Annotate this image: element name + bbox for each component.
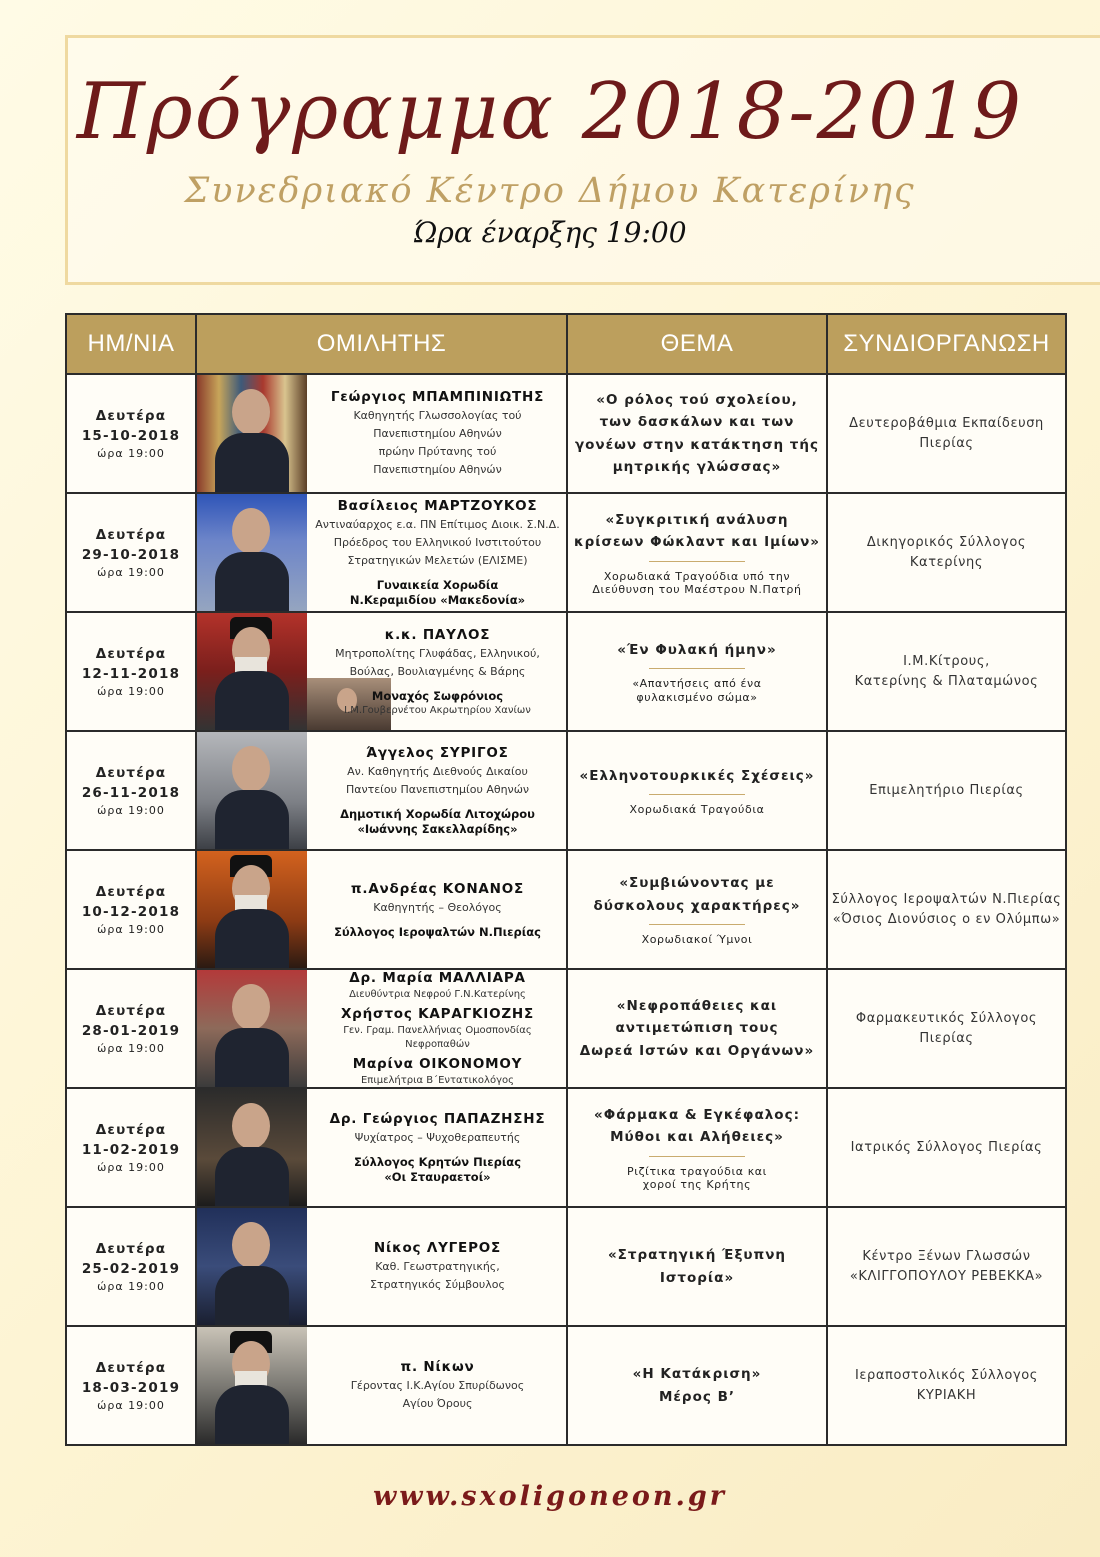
topic-subtitle-line: Χορωδιακά Τραγούδια υπό την — [603, 569, 791, 583]
choir-line: Σύλλογος Κρητών Πιερίας — [353, 1155, 522, 1169]
topic-title-line: κρίσεων Φώκλαντ και Ιμίων» — [574, 534, 820, 550]
topic-cell — [567, 374, 827, 493]
topic-title-line: Μύθοι και Αλήθειες» — [610, 1129, 784, 1145]
speaker-text — [315, 1327, 560, 1444]
topic-cell — [567, 493, 827, 612]
table-row — [66, 1207, 1066, 1326]
event-date: 10-12-2018 — [81, 903, 181, 920]
speaker-name: κ.κ. ΠΑΥΛΟΣ — [384, 626, 491, 643]
speaker-cell — [196, 1088, 567, 1207]
speaker-role-line: Παντείου Πανεπιστημίου Αθηνών — [345, 783, 530, 796]
topic-divider — [649, 924, 745, 925]
coorganizer-cell — [827, 493, 1066, 612]
coorganizer-line: Κέντρο Ξένων Γλωσσών — [862, 1248, 1031, 1264]
table-row — [66, 493, 1066, 612]
event-day: Δευτέρα — [95, 764, 167, 781]
event-day: Δευτέρα — [95, 1359, 167, 1376]
choir-line: Ν.Κεραμιδίου «Μακεδονία» — [349, 593, 526, 607]
event-date: 29-10-2018 — [81, 546, 181, 563]
topic-title-line: «Η Κατάκριση» — [632, 1366, 762, 1382]
event-date: 11-02-2019 — [81, 1141, 181, 1158]
photo-head-shape — [232, 746, 270, 792]
table-row — [66, 731, 1066, 850]
coorganizer-cell — [827, 850, 1066, 969]
event-date: 15-10-2018 — [81, 427, 181, 444]
choir-line: «Ιωάννης Σακελλαρίδης» — [357, 822, 518, 836]
topic-divider — [649, 561, 745, 562]
event-time: ώρα 19:00 — [97, 446, 165, 460]
speaker-text — [315, 494, 560, 611]
speaker-photo — [197, 494, 307, 611]
table-row — [66, 850, 1066, 969]
topic-subtitle-line: «Απαντήσεις από ένα — [632, 677, 762, 691]
schedule-body — [66, 374, 1066, 1445]
speaker-photo — [197, 613, 307, 730]
photo-body-shape — [215, 1266, 289, 1325]
speaker-role-line: Αντιναύαρχος ε.α. ΠΝ Επίτιμος Διοικ. Σ.Ν.Δ. — [315, 518, 560, 531]
speaker-text — [315, 851, 560, 968]
event-date: 28-01-2019 — [81, 1022, 181, 1039]
column-header-date: ΗΜ/ΝΙΑ — [66, 314, 196, 374]
coorganizer-line: Φαρμακευτικός Σύλλογος — [855, 1010, 1038, 1026]
speaker-role-line: Καθηγητής Γλωσσολογίας τού — [353, 409, 522, 422]
topic-title-line: Μέρος Β’ — [658, 1388, 735, 1405]
speaker-role-line: Μητροπολίτης Γλυφάδας, Ελληνικού, — [335, 646, 540, 660]
event-time: ώρα 19:00 — [97, 1279, 165, 1293]
topic-title-line: «Νεφροπάθειες και — [616, 997, 778, 1014]
table-row — [66, 969, 1066, 1088]
event-time: ώρα 19:00 — [97, 1041, 165, 1055]
speaker-name: Δρ. Γεώργιος ΠΑΠΑΖΗΣΗΣ — [329, 1111, 546, 1127]
speaker-role-line: Πρόεδρος του Ελληνικού Ινστιτούτου — [333, 536, 542, 549]
photo-head-shape — [232, 389, 270, 435]
website-link[interactable]: www.sxoligoneon.gr — [372, 1481, 728, 1512]
speaker-photo — [197, 1208, 307, 1325]
speaker-cell — [196, 1207, 567, 1326]
speaker-role-line: Γέροντας Ι.Κ.Αγίου Σπυρίδωνος — [350, 1379, 525, 1392]
coorganizer-line: Δικηγορικός Σύλλογος Κατερίνης — [866, 534, 1027, 570]
topic-title-line: «Στρατηγική Έξυπνη Ιστορία» — [607, 1247, 787, 1286]
event-time: ώρα 19:00 — [97, 565, 165, 579]
speaker-role-line: Αν. Καθηγητής Διεθνούς Δικαίου — [347, 765, 528, 778]
topic-title-line: «Συγκριτική ανάλυση — [605, 511, 789, 528]
speaker-photo — [197, 1327, 307, 1444]
photo-body-shape — [215, 1028, 289, 1087]
start-time: Ώρα έναρξης 19:00 — [413, 216, 687, 249]
venue-subtitle: Συνεδριακό Κέντρο Δήμου Κατερίνης — [184, 171, 916, 211]
event-day: Δευτέρα — [95, 1121, 167, 1138]
topic-title-line: αντιμετώπιση τους — [615, 1020, 779, 1037]
event-date: 12-11-2018 — [81, 665, 181, 682]
topic-subtitle-line: φυλακισμένο σώμα» — [636, 690, 758, 704]
speaker-role-line: Ψυχίατρος – Ψυχοθεραπευτής — [354, 1131, 521, 1144]
speaker-name: Άγγελος ΣΥΡΙΓΟΣ — [366, 745, 509, 761]
speaker-name: Γεώργιος ΜΠΑΜΠΙΝΙΩΤΗΣ — [330, 389, 545, 405]
topic-subtitle-line: Χορωδιακοί Ύμνοι — [641, 933, 753, 947]
speaker-cell — [196, 612, 567, 731]
photo-head-shape — [232, 508, 270, 554]
date-cell — [66, 969, 196, 1088]
second-speaker-role: Ι.Μ.Γουβερνέτου Ακρωτηρίου Χανίων — [344, 704, 531, 716]
speaker-cell — [196, 731, 567, 850]
photo-head-shape — [232, 1103, 270, 1149]
topic-divider — [649, 794, 745, 795]
coorganizer-line: Κατερίνης & Πλαταμώνος — [854, 673, 1039, 689]
speaker-role-line: Βούλας, Βουλιαγμένης & Βάρης — [349, 664, 526, 678]
speaker-role-line: Πανεπιστημίου Αθηνών — [373, 463, 502, 476]
event-time: ώρα 19:00 — [97, 1160, 165, 1174]
coorganizer-line: Ι.Μ.Κίτρους, — [903, 653, 990, 669]
choir-line: Σύλλογος Ιεροψαλτών Ν.Πιερίας — [334, 924, 541, 939]
speaker-text — [315, 1208, 560, 1325]
topic-cell — [567, 612, 827, 731]
coorganizer-cell — [827, 969, 1066, 1088]
event-time: ώρα 19:00 — [97, 803, 165, 817]
speaker-role-line: Πανεπιστημίου Αθηνών — [373, 427, 502, 440]
event-time: ώρα 19:00 — [97, 1398, 165, 1412]
speaker-role-line: Αγίου Όρους — [402, 1397, 473, 1410]
topic-title-line: μητρικής γλώσσας» — [612, 459, 782, 475]
photo-body-shape — [215, 1385, 289, 1444]
speaker-role: Γεν. Γραμ. Πανελλήνιας Ομοσπονδίας Νεφροπαθών — [343, 1025, 532, 1050]
choir-line: Μοναχός Σωφρόνιος — [371, 688, 504, 703]
speaker-role-line: Στρατηγικών Μελετών (ΕΛΙΣΜΕ) — [347, 554, 528, 567]
topic-subtitle-line: Διεύθυνση του Μαέστρου Ν.Πατρή — [592, 583, 802, 596]
event-day: Δευτέρα — [95, 1002, 167, 1019]
topic-title-line: «Φάρμακα & Εγκέφαλος: — [594, 1106, 800, 1123]
speaker-name: π. Νίκων — [400, 1359, 475, 1375]
choir-line: Γυναικεία Χορωδία — [376, 578, 499, 592]
topic-cell — [567, 969, 827, 1088]
coorganizer-cell — [827, 1207, 1066, 1326]
coorganizer-line: Δευτεροβάθμια Εκπαίδευση — [849, 415, 1044, 431]
topic-cell — [567, 1088, 827, 1207]
event-date: 25-02-2019 — [81, 1260, 181, 1277]
topic-title-line: «Συμβιώνοντας με — [619, 875, 775, 892]
speaker-cell — [196, 493, 567, 612]
speaker-name: Νίκος ΛΥΓΕΡΟΣ — [373, 1240, 502, 1256]
topic-title-line: γονέων στην κατάκτηση τής — [574, 436, 820, 453]
speaker-name: Χρήστος ΚΑΡΑΓΚΙΟΖΗΣ — [340, 1006, 535, 1022]
coorganizer-line: Ιατρικός Σύλλογος Πιερίας — [850, 1139, 1043, 1155]
speaker-role-line: Καθηγητής – Θεολόγος — [373, 900, 502, 914]
date-cell — [66, 1326, 196, 1445]
speaker-role-line: πρώην Πρύτανης τού — [378, 445, 497, 458]
topic-title-line: δύσκολους χαρακτήρες» — [593, 897, 801, 914]
page-title: Πρόγραμμα 2018-2019 — [76, 67, 1024, 157]
speaker-cell — [196, 374, 567, 493]
speaker-role: Επιμελήτρια Β΄Εντατικολόγος — [360, 1075, 514, 1086]
photo-body-shape — [215, 1147, 289, 1206]
coorganizer-cell — [827, 374, 1066, 493]
topic-cell — [567, 1326, 827, 1445]
speaker-photo — [197, 851, 307, 968]
table-header-row — [66, 314, 1066, 374]
speaker-text — [315, 970, 560, 1087]
topic-title-line: «Ελληνοτουρκικές Σχέσεις» — [579, 767, 815, 784]
coorganizer-line: Σύλλογος Ιεροψαλτών Ν.Πιερίας — [831, 891, 1062, 907]
speaker-role: Διευθύντρια Νεφρού Γ.Ν.Κατερίνης — [349, 989, 526, 1000]
photo-body-shape — [215, 433, 289, 492]
event-day: Δευτέρα — [95, 407, 167, 424]
speaker-text — [315, 375, 560, 492]
speaker-name: Δρ. Μαρία ΜΑΛΛΙΑΡΑ — [349, 970, 526, 986]
coorganizer-cell — [827, 1088, 1066, 1207]
photo-body-shape — [215, 671, 289, 730]
speaker-cell — [196, 850, 567, 969]
speaker-photo — [197, 1089, 307, 1206]
photo-head-shape — [232, 984, 270, 1030]
coorganizer-cell — [827, 731, 1066, 850]
speaker-name: Μαρίνα ΟΙΚΟΝΟΜΟΥ — [352, 1056, 523, 1072]
topic-subtitle-line: Χορωδιακά Τραγούδια — [629, 803, 765, 816]
photo-body-shape — [215, 909, 289, 968]
coorganizer-line: Πιερίας — [919, 435, 974, 451]
choir-line: Δημοτική Χορωδία Λιτοχώρου — [340, 807, 535, 821]
schedule-table — [65, 313, 1067, 1446]
coorganizer-line: «Όσιος Διονύσιος ο εν Ολύμπω» — [832, 911, 1061, 927]
table-row — [66, 1326, 1066, 1445]
event-date: 26-11-2018 — [81, 784, 181, 801]
choir-line: «Οι Σταυραετοί» — [384, 1170, 491, 1184]
table-row — [66, 1088, 1066, 1207]
topic-cell — [567, 1207, 827, 1326]
coorganizer-line: «ΚΛΙΓΓΟΠΟΥΛΟΥ ΡΕΒΕΚΚΑ» — [849, 1268, 1044, 1284]
coorganizer-line: ΚΥΡΙΑΚΗ — [916, 1387, 977, 1403]
column-header-coorganizer: ΣΥΝΔΙΟΡΓΑΝΩΣΗ — [827, 314, 1066, 374]
column-header-topic: ΘΕΜΑ — [567, 314, 827, 374]
photo-body-shape — [215, 552, 289, 611]
topic-divider — [649, 1156, 745, 1157]
speaker-role-line: Καθ. Γεωστρατηγικής, — [375, 1260, 500, 1273]
speaker-text — [315, 613, 560, 730]
column-header-speaker: ΟΜΙΛΗΤΗΣ — [196, 314, 567, 374]
event-day: Δευτέρα — [95, 645, 167, 662]
speaker-cell — [196, 1326, 567, 1445]
coorganizer-line: Πιερίας — [919, 1030, 974, 1046]
speaker-photo — [197, 970, 307, 1087]
date-cell — [66, 612, 196, 731]
topic-divider — [649, 668, 745, 669]
speaker-role-line: Στρατηγικός Σύμβουλος — [370, 1278, 505, 1291]
speaker-text — [315, 1089, 560, 1206]
topic-subtitle-line: Ριζίτικα τραγούδια και — [627, 1164, 767, 1178]
topic-cell — [567, 850, 827, 969]
speaker-name: Βασίλειος ΜΑΡΤΖΟΥΚΟΣ — [337, 498, 538, 514]
date-cell — [66, 850, 196, 969]
coorganizer-line: Επιμελητήριο Πιερίας — [869, 782, 1024, 798]
photo-body-shape — [215, 790, 289, 849]
photo-head-shape — [232, 1222, 270, 1268]
event-time: ώρα 19:00 — [97, 684, 165, 698]
coorganizer-cell — [827, 1326, 1066, 1445]
topic-title-line: των δασκάλων και των — [599, 414, 795, 430]
speaker-text — [315, 732, 560, 849]
topic-title-line: «Έν Φυλακή ήμην» — [617, 641, 777, 658]
event-day: Δευτέρα — [95, 526, 167, 543]
event-day: Δευτέρα — [95, 1240, 167, 1257]
date-cell — [66, 1088, 196, 1207]
table-row — [66, 374, 1066, 493]
speaker-photo — [197, 732, 307, 849]
topic-subtitle-line: χοροί της Κρήτης — [642, 1178, 752, 1191]
speaker-name: π.Ανδρέας ΚΟΝΑΝΟΣ — [350, 880, 525, 897]
topic-cell — [567, 731, 827, 850]
table-row — [66, 612, 1066, 731]
event-date: 18-03-2019 — [81, 1379, 181, 1396]
coorganizer-cell — [827, 612, 1066, 731]
date-cell — [66, 731, 196, 850]
date-cell — [66, 1207, 196, 1326]
topic-title-line: «Ο ρόλος τού σχολείου, — [596, 391, 798, 408]
event-day: Δευτέρα — [95, 883, 167, 900]
date-cell — [66, 493, 196, 612]
date-cell — [66, 374, 196, 493]
speaker-cell — [196, 969, 567, 1088]
speaker-photo — [197, 375, 307, 492]
coorganizer-line: Ιεραποστολικός Σύλλογος — [854, 1367, 1039, 1383]
event-time: ώρα 19:00 — [97, 922, 165, 936]
topic-title-line: Δωρεά Ιστών και Οργάνων» — [579, 1042, 815, 1059]
